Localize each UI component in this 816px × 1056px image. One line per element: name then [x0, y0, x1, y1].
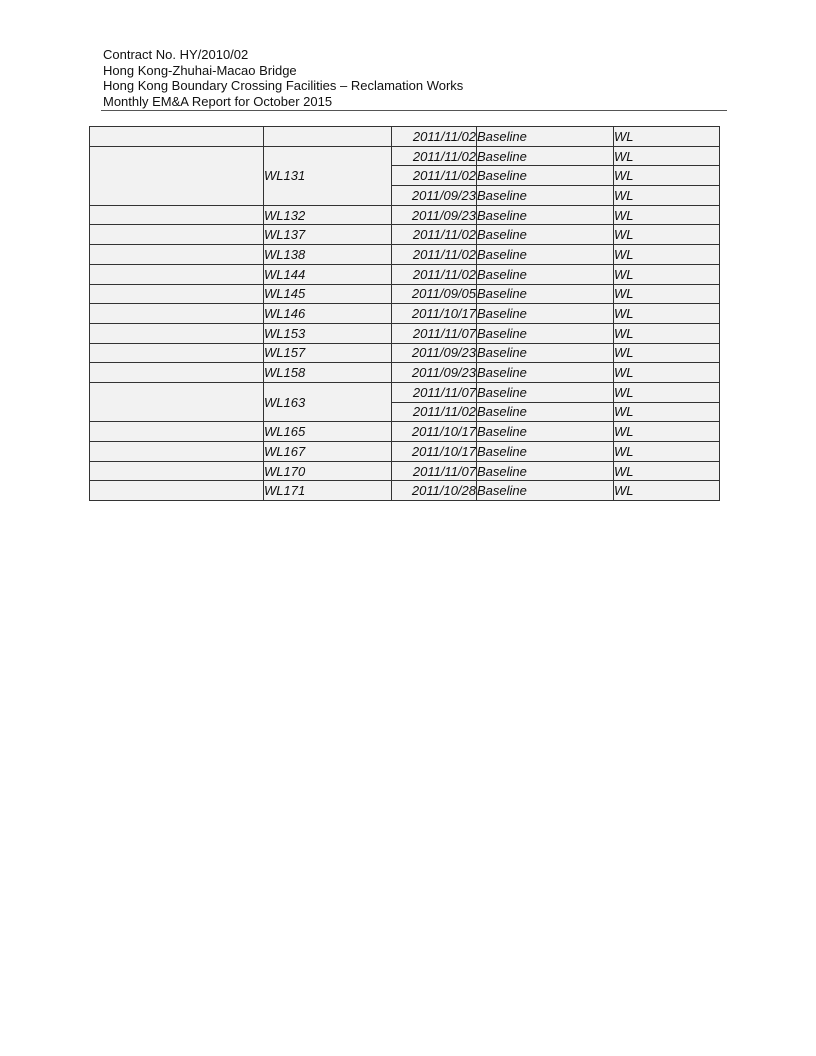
- station-id-cell: WL131: [264, 146, 392, 205]
- parameter-cell: WL: [614, 304, 720, 324]
- date-cell: 2011/11/02: [392, 245, 477, 265]
- type-cell: Baseline: [477, 323, 614, 343]
- contract-number: Contract No. HY/2010/02: [103, 47, 249, 62]
- page-header: [103, 47, 463, 109]
- location-cell: [90, 245, 264, 265]
- table-row: [90, 382, 720, 402]
- date-cell: 2011/11/02: [392, 402, 477, 422]
- table-body: [90, 127, 720, 501]
- location-cell: [90, 205, 264, 225]
- date-cell: 2011/11/02: [392, 127, 477, 147]
- parameter-cell: WL: [614, 146, 720, 166]
- location-cell: [90, 146, 264, 205]
- location-cell: [90, 422, 264, 442]
- parameter-cell: WL: [614, 264, 720, 284]
- date-cell: 2011/11/02: [392, 146, 477, 166]
- location-cell: [90, 323, 264, 343]
- type-cell: Baseline: [477, 343, 614, 363]
- date-cell: 2011/11/07: [392, 323, 477, 343]
- location-cell: [90, 343, 264, 363]
- location-cell: [90, 382, 264, 421]
- header-divider: [101, 110, 727, 111]
- station-id-cell: WL157: [264, 343, 392, 363]
- date-cell: 2011/09/23: [392, 363, 477, 383]
- station-id-cell: WL138: [264, 245, 392, 265]
- table-row: [90, 225, 720, 245]
- table-row: [90, 304, 720, 324]
- table-row: [90, 442, 720, 462]
- station-id-cell: [264, 127, 392, 147]
- parameter-cell: WL: [614, 363, 720, 383]
- parameter-cell: WL: [614, 323, 720, 343]
- parameter-cell: WL: [614, 186, 720, 206]
- table-row: [90, 127, 720, 147]
- date-cell: 2011/09/23: [392, 186, 477, 206]
- parameter-cell: WL: [614, 245, 720, 265]
- station-id-cell: WL158: [264, 363, 392, 383]
- type-cell: Baseline: [477, 166, 614, 186]
- table-row: [90, 461, 720, 481]
- station-id-cell: WL144: [264, 264, 392, 284]
- parameter-cell: WL: [614, 442, 720, 462]
- station-id-cell: WL145: [264, 284, 392, 304]
- location-cell: [90, 304, 264, 324]
- date-cell: 2011/11/02: [392, 225, 477, 245]
- parameter-cell: WL: [614, 166, 720, 186]
- date-cell: 2011/10/28: [392, 481, 477, 501]
- location-cell: [90, 461, 264, 481]
- project-name: Hong Kong-Zhuhai-Macao Bridge: [103, 62, 297, 78]
- type-cell: Baseline: [477, 481, 614, 501]
- location-cell: [90, 127, 264, 147]
- type-cell: Baseline: [477, 422, 614, 442]
- parameter-cell: WL: [614, 402, 720, 422]
- station-id-cell: WL132: [264, 205, 392, 225]
- type-cell: Baseline: [477, 284, 614, 304]
- parameter-cell: WL: [614, 461, 720, 481]
- date-cell: 2011/10/17: [392, 304, 477, 324]
- date-cell: 2011/09/23: [392, 343, 477, 363]
- parameter-cell: WL: [614, 382, 720, 402]
- type-cell: Baseline: [477, 304, 614, 324]
- station-id-cell: WL163: [264, 382, 392, 421]
- location-cell: [90, 363, 264, 383]
- parameter-cell: WL: [614, 225, 720, 245]
- date-cell: 2011/09/05: [392, 284, 477, 304]
- type-cell: Baseline: [477, 461, 614, 481]
- station-id-cell: WL165: [264, 422, 392, 442]
- parameter-cell: WL: [614, 127, 720, 147]
- location-cell: [90, 481, 264, 501]
- parameter-cell: WL: [614, 422, 720, 442]
- station-id-cell: WL137: [264, 225, 392, 245]
- type-cell: Baseline: [477, 146, 614, 166]
- table-row: [90, 245, 720, 265]
- date-cell: 2011/10/17: [392, 422, 477, 442]
- project-subtitle: Hong Kong Boundary Crossing Facilities – Reclamation Works: [103, 78, 464, 93]
- location-cell: [90, 225, 264, 245]
- date-cell: 2011/09/23: [392, 205, 477, 225]
- table-row: [90, 264, 720, 284]
- table-row: [90, 422, 720, 442]
- parameter-cell: WL: [614, 343, 720, 363]
- table-row: [90, 323, 720, 343]
- type-cell: Baseline: [477, 382, 614, 402]
- location-cell: [90, 264, 264, 284]
- station-id-cell: WL171: [264, 481, 392, 501]
- type-cell: Baseline: [477, 245, 614, 265]
- table-row: [90, 481, 720, 501]
- monitoring-table: [89, 126, 720, 501]
- date-cell: 2011/11/07: [392, 461, 477, 481]
- type-cell: Baseline: [477, 205, 614, 225]
- type-cell: Baseline: [477, 264, 614, 284]
- location-cell: [90, 442, 264, 462]
- table-row: [90, 146, 720, 166]
- station-id-cell: WL153: [264, 323, 392, 343]
- table-row: [90, 343, 720, 363]
- date-cell: 2011/11/07: [392, 382, 477, 402]
- date-cell: 2011/11/02: [392, 264, 477, 284]
- table-row: [90, 205, 720, 225]
- date-cell: 2011/10/17: [392, 442, 477, 462]
- parameter-cell: WL: [614, 481, 720, 501]
- type-cell: Baseline: [477, 186, 614, 206]
- station-id-cell: WL167: [264, 442, 392, 462]
- type-cell: Baseline: [477, 225, 614, 245]
- date-cell: 2011/11/02: [392, 166, 477, 186]
- station-id-cell: WL146: [264, 304, 392, 324]
- type-cell: Baseline: [477, 402, 614, 422]
- table-row: [90, 363, 720, 383]
- report-title: Monthly EM&A Report for October 2015: [103, 93, 333, 109]
- parameter-cell: WL: [614, 205, 720, 225]
- location-cell: [90, 284, 264, 304]
- type-cell: Baseline: [477, 363, 614, 383]
- type-cell: Baseline: [477, 442, 614, 462]
- parameter-cell: WL: [614, 284, 720, 304]
- table-row: [90, 284, 720, 304]
- type-cell: Baseline: [477, 127, 614, 147]
- station-id-cell: WL170: [264, 461, 392, 481]
